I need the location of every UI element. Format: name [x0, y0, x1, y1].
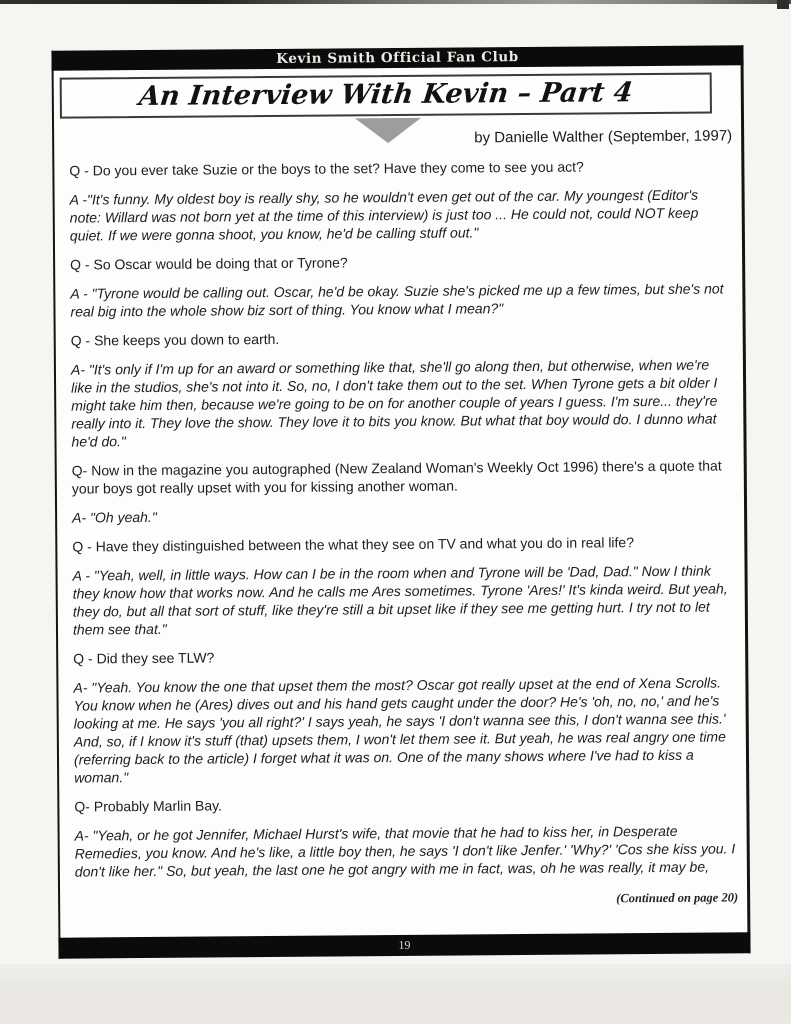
footer-bar	[58, 932, 750, 958]
scan-background-bottom	[0, 964, 791, 1024]
page-frame	[51, 45, 750, 958]
question-paragraph: Q - Did they see TLW?	[73, 649, 215, 667]
question-paragraph: Q- Probably Marlin Bay.	[74, 797, 223, 815]
scan-artifact-top	[0, 0, 791, 4]
byline: by Danielle Walther (September, 1997)	[474, 127, 733, 147]
scan-artifact-corner	[777, 0, 789, 9]
answer-paragraph: A - "Yeah, well, in little ways. How can I be in the room when and Tyrone will be 'Dad, Dad." Now I think they know how that works now. And he calls me Ares sometimes. Tyrone 'Ares!' It's kinda weird. But yeah, they do, but all that sort of stuff, like they're still a bit upset like if they see me getting hurt. I try not to let them see that."	[72, 562, 728, 638]
question-paragraph: Q - Do you ever take Suzie or the boys to the set? Have they come to see you act?	[69, 158, 584, 179]
header-bar	[51, 45, 743, 70]
club-name: Kevin Smith Official Fan Club	[276, 49, 519, 67]
page-border-left	[51, 51, 60, 959]
title-box	[60, 73, 712, 119]
answer-paragraph: A- "Oh yeah."	[72, 508, 157, 526]
answer-paragraph: A- "Yeah, or he got Jennifer, Michael Hurst's wife, that movie that he had to kiss her, in Desperate Remedies, you know. And he's like, a little boy then, he says 'I don't like Jenfer.' 'Why?' 'Cos she kiss you. I don't like her." So, but yeah, the last one he got angry with me in fact, was, oh he was really, it may be,	[74, 822, 736, 880]
page-number: 19	[398, 937, 411, 953]
question-paragraph: Q - She keeps you down to earth.	[70, 330, 280, 349]
question-paragraph: Q - So Oscar would be doing that or Tyrone?	[70, 254, 348, 273]
page-title: An Interview With Kevin – Part 4	[137, 77, 635, 113]
answer-paragraph: A -"It's funny. My oldest boy is really shy, so he wouldn't even get out of the car. My youngest (Editor's note: Willard was not born yet at the time of this interview) is just too ... He could not, could NOT keep quiet. If we were gonna shoot, you know, he'd be calling stuff out."	[69, 186, 699, 244]
answer-paragraph: A- "It's only if I'm up for an award or something like that, she'll go along then, but otherwise, when we're like in the studios, she's not into it. So, no, I don't take them out to the set. When Tyrone gets a bit older I might take him then, because we're going to be on for another couple of years I guess. I'm sure... they're really into it. They love the show. They love it to bits you know. But what that boy would do. I dunno what he'd do."	[70, 356, 718, 450]
interview-body	[69, 156, 738, 891]
question-paragraph: Q - Have they distinguished between the what they see on TV and what you do in real life?	[72, 534, 635, 555]
answer-paragraph: A- "Yeah. You know the one that upset them the most? Oscar got really upset at the end of Xena Scrolls. You know when he (Ares) dives out and his hand gets caught under the door? He's 'oh, no, no,' and he's looking at me. He says 'you all right?' I says yeah, he says 'I don't wanna see this, I don't wanna see this.' And, so, if I know it's stuff (that) upsets them, I won't let them see it. But yeah, he was real angry one time (referring back to the article) I forget what it was on. One of the many shows where I've had to kiss a woman."	[73, 674, 726, 786]
continued-note: (Continued on page 20)	[616, 890, 739, 906]
question-paragraph: Q- Now in the magazine you autographed (New Zealand Woman's Weekly Oct 1996) there's a quote that your boys got really upset with you for kissing another woman.	[71, 457, 722, 497]
page-border-right	[740, 45, 750, 953]
answer-paragraph: A - "Tyrone would be calling out. Oscar, he'd be okay. Suzie she's picked me up a few times, but she's not real big into the whole show biz sort of thing. You know what I mean?"	[70, 280, 724, 320]
